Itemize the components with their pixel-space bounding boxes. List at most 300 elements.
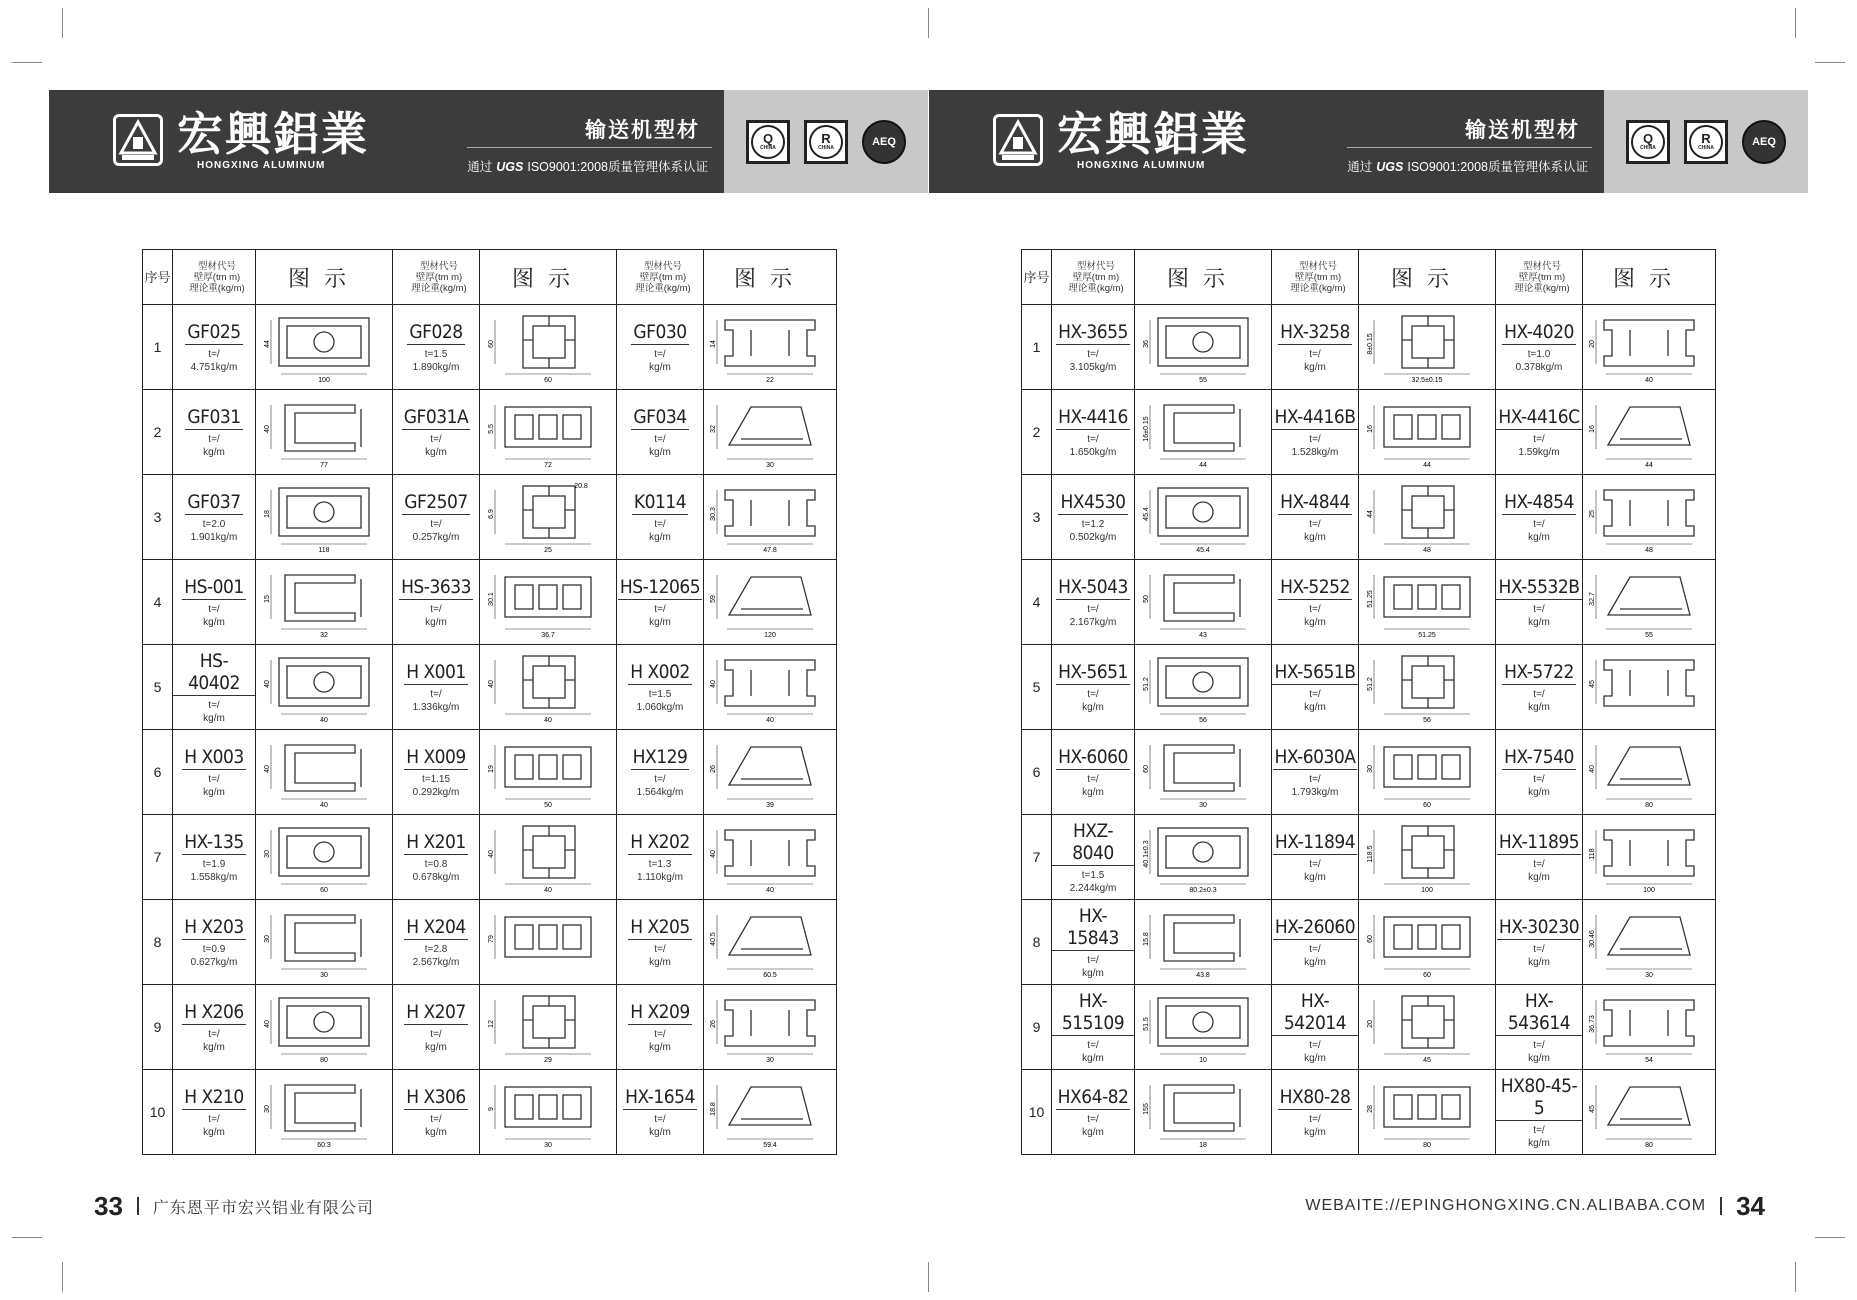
dimension-label: 32 xyxy=(320,632,328,639)
profile-code: H X003 xyxy=(184,745,244,768)
profile-spec-cell xyxy=(1272,985,1359,1070)
profile-drawing-cell xyxy=(1359,985,1496,1070)
wall-thickness: t=1.9 xyxy=(202,858,226,870)
seq-header: 序号 xyxy=(1022,250,1052,305)
table-row xyxy=(1022,1070,1716,1155)
theoretical-weight: kg/m xyxy=(649,531,671,543)
wall-thickness: t=/ xyxy=(1533,1124,1545,1136)
wall-thickness: t=/ xyxy=(654,518,666,530)
profile-drawing-cell xyxy=(1359,645,1496,730)
dimension-label: 48 xyxy=(1645,547,1653,554)
profile-cross-section-drawing xyxy=(1368,480,1486,554)
profile-drawing-cell xyxy=(1359,305,1496,390)
profile-cross-section-drawing xyxy=(1368,905,1486,979)
row-seq: 10 xyxy=(1022,1070,1052,1155)
theoretical-weight: kg/m xyxy=(1528,701,1550,713)
profile-cross-section-drawing xyxy=(711,565,829,639)
profile-cross-section-drawing xyxy=(1590,1075,1708,1149)
profile-cross-section-drawing xyxy=(711,735,829,809)
theoretical-weight: 4.751kg/m xyxy=(190,361,238,373)
profile-drawing-cell xyxy=(1359,900,1496,985)
profile-drawing-cell xyxy=(1583,730,1716,815)
dimension-label: 36.73 xyxy=(1589,1015,1596,1033)
row-seq: 1 xyxy=(143,305,173,390)
dimension-label: 30 xyxy=(264,1105,271,1113)
profile-drawing-cell xyxy=(480,475,617,560)
dimension-label: 60 xyxy=(1423,972,1431,979)
cert-prefix: 通过 xyxy=(467,160,493,174)
dimension-label: 50 xyxy=(544,802,552,809)
profile-code: H X201 xyxy=(406,830,466,853)
theoretical-weight: kg/m xyxy=(1304,361,1326,373)
profile-code: HX-7540 xyxy=(1504,745,1574,768)
profile-code: HX-135 xyxy=(184,830,244,853)
wall-thickness: t=1.2 xyxy=(1081,518,1105,530)
row-seq: 1 xyxy=(1022,305,1052,390)
profile-spec-cell xyxy=(393,645,480,730)
wall-thickness: t=/ xyxy=(1309,858,1321,870)
dimension-label: 43.8 xyxy=(1196,972,1210,979)
profile-drawing-cell xyxy=(1583,390,1716,475)
profile-spec-cell xyxy=(1496,730,1583,815)
profile-code: GF030 xyxy=(633,320,687,343)
wall-thickness: t=2.0 xyxy=(202,518,226,530)
profile-drawing-cell xyxy=(704,475,837,560)
theoretical-weight: kg/m xyxy=(1528,1052,1550,1064)
table-row xyxy=(1022,305,1716,390)
theoretical-weight: kg/m xyxy=(1528,531,1550,543)
dimension-label: 47.8 xyxy=(763,547,777,554)
right-profile-table xyxy=(1021,249,1716,1155)
cert-standard: ISO9001:2008质量管理体系认证 xyxy=(1407,160,1588,174)
profile-spec-cell xyxy=(1272,1070,1359,1155)
profile-drawing-cell xyxy=(480,645,617,730)
wall-thickness: t=/ xyxy=(1087,348,1099,360)
dimension-label: 40 xyxy=(488,850,495,858)
profile-cross-section-drawing xyxy=(1368,735,1486,809)
profile-drawing-cell xyxy=(704,305,837,390)
profile-spec-cell xyxy=(617,560,704,645)
profile-cross-section-drawing xyxy=(1368,395,1486,469)
profile-spec-cell xyxy=(1052,645,1135,730)
row-seq: 7 xyxy=(143,815,173,900)
spec-header: 型材代号 壁厚(tm m) 理论重(kg/m) xyxy=(393,250,480,305)
dimension-label: 45 xyxy=(1589,1105,1596,1113)
profile-spec-cell xyxy=(1052,475,1135,560)
crop-mark xyxy=(1795,8,1796,38)
figure-header: 图示 xyxy=(480,250,617,305)
table-row xyxy=(1022,730,1716,815)
profile-spec-cell xyxy=(1272,560,1359,645)
profile-drawing-cell xyxy=(256,815,393,900)
left-profile-table xyxy=(142,249,837,1155)
profile-code: HX-5651 xyxy=(1058,660,1128,683)
profile-code: HX-6030A xyxy=(1274,745,1356,768)
crop-mark xyxy=(62,1262,63,1292)
cert-badges xyxy=(1604,90,1808,193)
profile-spec-cell xyxy=(173,1070,256,1155)
theoretical-weight: kg/m xyxy=(1528,786,1550,798)
profile-drawing-cell xyxy=(1583,305,1716,390)
profile-cross-section-drawing xyxy=(1590,310,1708,384)
theoretical-weight: kg/m xyxy=(203,616,225,628)
theoretical-weight: 2.567kg/m xyxy=(412,956,460,968)
profile-cross-section-drawing xyxy=(1144,395,1262,469)
dimension-label: 16 xyxy=(1367,425,1374,433)
profile-spec-cell xyxy=(617,985,704,1070)
dimension-label: 44 xyxy=(1367,510,1374,518)
profile-spec-cell xyxy=(393,985,480,1070)
figure-header: 图示 xyxy=(1135,250,1272,305)
wall-thickness: t=/ xyxy=(430,1113,442,1125)
profile-cross-section-drawing xyxy=(1144,565,1262,639)
dimension-label: 80 xyxy=(1645,802,1653,809)
dimension-label: 30 xyxy=(1367,765,1374,773)
aeq-globe-cert-icon: AEQ xyxy=(1742,120,1786,164)
section-title: 输送机型材 xyxy=(585,119,700,142)
profile-cross-section-drawing xyxy=(711,905,829,979)
profile-code: GF034 xyxy=(633,405,687,428)
profile-spec-cell xyxy=(1272,390,1359,475)
profile-spec-cell xyxy=(1496,305,1583,390)
profile-spec-cell xyxy=(173,390,256,475)
dimension-label: 45 xyxy=(1589,680,1596,688)
wall-thickness: t=/ xyxy=(1533,1039,1545,1051)
footer-divider xyxy=(137,1197,139,1215)
profile-cross-section-drawing xyxy=(489,310,607,384)
profile-code: HX4530 xyxy=(1060,490,1126,513)
dimension-label: 28 xyxy=(1367,1105,1374,1113)
profile-drawing-cell xyxy=(1135,815,1272,900)
profile-spec-cell xyxy=(1496,985,1583,1070)
r-china-cert-icon: R CHINA xyxy=(804,120,848,164)
dimension-label: 77 xyxy=(320,462,328,469)
profile-cross-section-drawing xyxy=(489,735,607,809)
profile-spec-cell xyxy=(173,645,256,730)
theoretical-weight: kg/m xyxy=(1082,701,1104,713)
dimension-label: 30 xyxy=(1645,972,1653,979)
profile-code: HX-4416B xyxy=(1274,405,1356,428)
profile-code: HX-26060 xyxy=(1274,915,1356,938)
profile-drawing-cell xyxy=(704,730,837,815)
wall-thickness: t=/ xyxy=(1309,943,1321,955)
wall-thickness: t=1.5 xyxy=(1081,869,1105,881)
theoretical-weight: kg/m xyxy=(1082,786,1104,798)
crop-mark xyxy=(62,8,63,38)
theoretical-weight: kg/m xyxy=(203,1126,225,1138)
theoretical-weight: kg/m xyxy=(649,361,671,373)
dimension-label: 60 xyxy=(544,377,552,384)
profile-code: HX-5252 xyxy=(1280,575,1350,598)
aeq-globe-cert-icon: AEQ xyxy=(862,120,906,164)
profile-spec-cell xyxy=(1496,1070,1583,1155)
dimension-label: 36 xyxy=(1143,340,1150,348)
wall-thickness: t=/ xyxy=(1533,433,1545,445)
profile-code: HX-4844 xyxy=(1280,490,1350,513)
profile-spec-cell xyxy=(173,985,256,1070)
profile-cross-section-drawing xyxy=(489,480,607,554)
hongxing-logo-icon xyxy=(993,114,1043,166)
theoretical-weight: 0.502kg/m xyxy=(1069,531,1117,543)
profile-spec-cell xyxy=(393,305,480,390)
dimension-label: 51.5 xyxy=(1143,1017,1150,1031)
profile-cross-section-drawing xyxy=(1590,395,1708,469)
profile-cross-section-drawing xyxy=(265,735,383,809)
footer-divider xyxy=(1720,1197,1722,1215)
profile-spec-cell xyxy=(393,390,480,475)
r-china-cert-icon: R CHINA xyxy=(1684,120,1728,164)
wall-thickness: t=1.3 xyxy=(648,858,672,870)
wall-thickness: t=1.5 xyxy=(424,348,448,360)
crop-mark xyxy=(928,8,929,38)
dimension-label: 40 xyxy=(264,1020,271,1028)
wall-thickness: t=/ xyxy=(1533,518,1545,530)
profile-spec-cell xyxy=(617,1070,704,1155)
profile-drawing-cell xyxy=(704,815,837,900)
profile-cross-section-drawing xyxy=(1590,990,1708,1064)
profile-code: HS-3633 xyxy=(401,575,471,598)
crop-mark xyxy=(1815,62,1845,63)
theoretical-weight: kg/m xyxy=(203,786,225,798)
wall-thickness: t=/ xyxy=(208,603,220,615)
profile-spec-cell xyxy=(1272,475,1359,560)
profile-code: HS-12065 xyxy=(619,575,701,598)
dimension-label: 45.4 xyxy=(1143,507,1150,521)
cert-prefix: 通过 xyxy=(1347,160,1373,174)
profile-code: HX-30230 xyxy=(1498,915,1580,938)
profile-spec-cell xyxy=(617,645,704,730)
table-row xyxy=(143,390,837,475)
table-row xyxy=(1022,985,1716,1070)
dimension-label: 14 xyxy=(710,340,717,348)
profile-spec-cell xyxy=(173,475,256,560)
table-row xyxy=(143,475,837,560)
row-seq: 10 xyxy=(143,1070,173,1155)
profile-spec-cell xyxy=(1272,645,1359,730)
figure-header: 图示 xyxy=(256,250,393,305)
wall-thickness: t=/ xyxy=(1309,688,1321,700)
dimension-label: 155 xyxy=(1143,1103,1150,1115)
profile-code: HS-40402 xyxy=(173,650,255,696)
profile-drawing-cell xyxy=(480,305,617,390)
profile-spec-cell xyxy=(1496,645,1583,730)
profile-cross-section-drawing xyxy=(265,820,383,894)
profile-cross-section-drawing xyxy=(1590,905,1708,979)
wall-thickness: t=/ xyxy=(1309,433,1321,445)
profile-spec-cell xyxy=(1272,730,1359,815)
dimension-label: 18 xyxy=(264,510,271,518)
wall-thickness: t=/ xyxy=(1533,773,1545,785)
theoretical-weight: kg/m xyxy=(425,1041,447,1053)
wall-thickness: t=/ xyxy=(654,348,666,360)
profile-cross-section-drawing xyxy=(265,480,383,554)
dimension-label: 40.1±0.3 xyxy=(1143,840,1150,868)
crop-mark xyxy=(1795,1262,1796,1292)
hongxing-logo-icon xyxy=(113,114,163,166)
dimension-label: 118 xyxy=(1589,848,1596,860)
profile-code: HX-11895 xyxy=(1498,830,1580,853)
profile-spec-cell xyxy=(173,730,256,815)
dimension-label: 29 xyxy=(544,1057,552,1064)
table-row xyxy=(143,645,837,730)
profile-cross-section-drawing xyxy=(711,1075,829,1149)
dimension-label: 20 xyxy=(1367,1020,1374,1028)
profile-code: GF028 xyxy=(409,320,463,343)
dimension-label: 30 xyxy=(264,935,271,943)
profile-spec-cell xyxy=(617,475,704,560)
theoretical-weight: kg/m xyxy=(1082,1126,1104,1138)
profile-code: H X209 xyxy=(630,1000,690,1023)
theoretical-weight: kg/m xyxy=(649,446,671,458)
dimension-label: 16±0.15 xyxy=(1143,416,1150,442)
profile-code: K0114 xyxy=(633,490,687,513)
table-row xyxy=(143,900,837,985)
wall-thickness: t=1.15 xyxy=(421,773,451,785)
profile-drawing-cell xyxy=(256,1070,393,1155)
table-row xyxy=(1022,645,1716,730)
profile-drawing-cell xyxy=(1135,305,1272,390)
profile-drawing-cell xyxy=(1359,475,1496,560)
dimension-label: 51.2 xyxy=(1143,677,1150,691)
profile-cross-section-drawing xyxy=(711,990,829,1064)
profile-code: H X206 xyxy=(184,1000,244,1023)
profile-drawing-cell xyxy=(1135,560,1272,645)
dimension-label: 30 xyxy=(766,462,774,469)
profile-spec-cell xyxy=(393,1070,480,1155)
profile-code: HX-5651B xyxy=(1274,660,1356,683)
page-number: 33 xyxy=(94,1190,123,1221)
theoretical-weight: 0.378kg/m xyxy=(1515,361,1563,373)
ugs-mark: UGS xyxy=(496,160,524,174)
wall-thickness: t=/ xyxy=(1533,858,1545,870)
dimension-label: 55 xyxy=(1645,632,1653,639)
profile-drawing-cell xyxy=(1359,1070,1496,1155)
row-seq: 7 xyxy=(1022,815,1052,900)
profile-cross-section-drawing xyxy=(1144,735,1262,809)
brand-name-en: HONGXING ALUMINUM xyxy=(1077,160,1206,171)
theoretical-weight: 2.167kg/m xyxy=(1069,616,1117,628)
profile-spec-cell xyxy=(1052,1070,1135,1155)
profile-spec-cell xyxy=(1496,475,1583,560)
profile-drawing-cell xyxy=(256,560,393,645)
theoretical-weight: 1.890kg/m xyxy=(412,361,460,373)
profile-drawing-cell xyxy=(1359,815,1496,900)
wall-thickness: t=/ xyxy=(654,1028,666,1040)
dimension-label: 55 xyxy=(1199,377,1207,384)
table-row xyxy=(1022,475,1716,560)
wall-thickness: t=/ xyxy=(1309,348,1321,360)
spec-header: 型材代号 壁厚(tm m) 理论重(kg/m) xyxy=(617,250,704,305)
wall-thickness: t=/ xyxy=(1087,1039,1099,1051)
dimension-label: 40 xyxy=(320,717,328,724)
profile-code: H X306 xyxy=(406,1085,466,1108)
theoretical-weight: 1.110kg/m xyxy=(637,871,683,883)
wall-thickness: t=/ xyxy=(1309,518,1321,530)
dimension-label: 32 xyxy=(710,425,717,433)
profile-spec-cell xyxy=(1052,815,1135,900)
profile-drawing-cell xyxy=(1583,475,1716,560)
wall-thickness: t=2.8 xyxy=(424,943,448,955)
profile-spec-cell xyxy=(1052,900,1135,985)
wall-thickness: t=1.5 xyxy=(648,688,672,700)
profile-drawing-cell xyxy=(1583,900,1716,985)
dimension-label: 40 xyxy=(1645,377,1653,384)
profile-code: HX-515109 xyxy=(1052,990,1134,1036)
profile-cross-section-drawing xyxy=(711,650,829,724)
wall-thickness: t=/ xyxy=(1087,1113,1099,1125)
wall-thickness: t=/ xyxy=(208,1113,220,1125)
theoretical-weight: kg/m xyxy=(425,446,447,458)
theoretical-weight: kg/m xyxy=(1528,871,1550,883)
theoretical-weight: kg/m xyxy=(1304,1052,1326,1064)
dimension-label: 25 xyxy=(544,547,552,554)
dimension-label: 51.25 xyxy=(1367,590,1374,608)
profile-code: HX-4416C xyxy=(1498,405,1580,428)
dimension-label: 51.2 xyxy=(1367,677,1374,691)
wall-thickness: t=/ xyxy=(430,518,442,530)
dimension-label: 56 xyxy=(1199,717,1207,724)
profile-code: GF025 xyxy=(187,320,241,343)
crop-mark xyxy=(12,62,42,63)
dimension-label: 30.1 xyxy=(488,592,495,606)
profile-cross-section-drawing xyxy=(489,820,607,894)
certification-text xyxy=(1347,157,1588,175)
dimension-label: 100 xyxy=(318,377,330,384)
row-seq: 4 xyxy=(1022,560,1052,645)
profile-code: HX-4854 xyxy=(1504,490,1574,513)
page-number: 34 xyxy=(1736,1190,1765,1221)
dimension-label: 60.5 xyxy=(763,972,777,979)
table-row xyxy=(1022,900,1716,985)
profile-drawing-cell xyxy=(1135,985,1272,1070)
dimension-label: 60 xyxy=(320,887,328,894)
profile-code: HX-4020 xyxy=(1504,320,1574,343)
dimension-label: 16 xyxy=(1589,425,1596,433)
dimension-label: 80 xyxy=(1423,1142,1431,1149)
profile-drawing-cell xyxy=(1583,645,1716,730)
profile-cross-section-drawing xyxy=(265,395,383,469)
theoretical-weight: kg/m xyxy=(425,1126,447,1138)
profile-spec-cell xyxy=(1052,985,1135,1070)
profile-code: HX-3258 xyxy=(1280,320,1350,343)
header-divider xyxy=(1347,147,1592,148)
dimension-label: 43 xyxy=(1199,632,1207,639)
profile-code: HX-542014 xyxy=(1272,990,1358,1036)
profile-drawing-cell xyxy=(1359,730,1496,815)
profile-drawing-cell xyxy=(704,560,837,645)
theoretical-weight: 2.244kg/m xyxy=(1069,882,1117,894)
dimension-label: 30 xyxy=(264,850,271,858)
theoretical-weight: 1.060kg/m xyxy=(636,701,684,713)
dimension-label: 40.5 xyxy=(710,932,717,946)
row-seq: 2 xyxy=(143,390,173,475)
wall-thickness: t=/ xyxy=(654,1113,666,1125)
website-url: WEBAITE://EPINGHONGXING.CN.ALIBABA.COM xyxy=(1305,1197,1707,1214)
dimension-label: 25 xyxy=(1589,510,1596,518)
profile-spec-cell xyxy=(393,900,480,985)
profile-drawing-cell xyxy=(1583,815,1716,900)
brand-name-en: HONGXING ALUMINUM xyxy=(197,160,326,171)
wall-thickness: t=/ xyxy=(208,348,220,360)
dimension-label: 40 xyxy=(264,680,271,688)
row-seq: 4 xyxy=(143,560,173,645)
theoretical-weight: kg/m xyxy=(1304,871,1326,883)
wall-thickness: t=/ xyxy=(1309,1113,1321,1125)
dimension-label: 56 xyxy=(1423,717,1431,724)
header-brand-band xyxy=(929,90,1604,193)
crop-mark xyxy=(1815,1237,1845,1238)
wall-thickness: t=/ xyxy=(1087,433,1099,445)
